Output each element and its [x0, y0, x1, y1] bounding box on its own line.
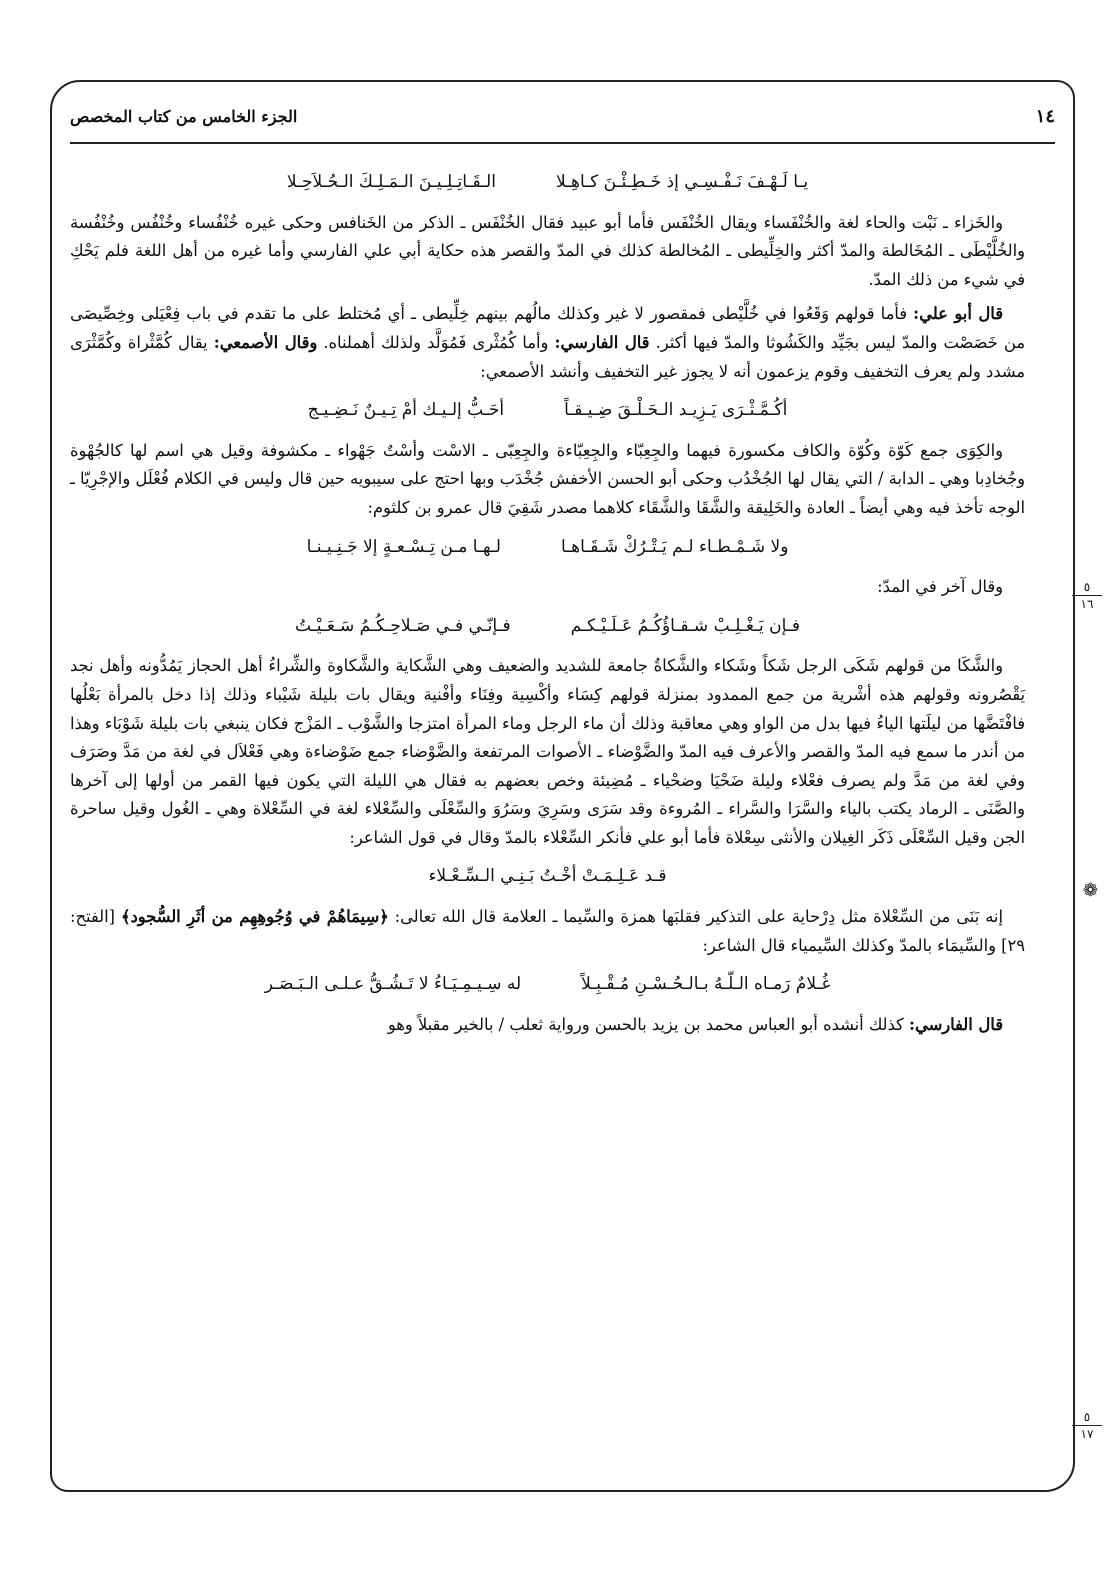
verse [70, 862, 1025, 891]
quote-lead: قال الفارسي: [908, 1014, 1003, 1034]
verse [70, 970, 1025, 999]
paragraph-text: يقال كُمَّثْراة وكُمَّثْرَى مشدد ولم يعرف التخفيف وقوم يزعمون أنه لا يجوز غير التخفيف وأنشد الأصمعي: [70, 332, 1025, 381]
paragraph: والخَزاء ـ نَبْت والحاء لغة والخُنْفَساء ويقال الخُنْفَس فأما أبو عبيد فقال الخُنْفَس ـ الذكر من الخَنافس وحكى غيره خُنْفُساء وخُنْفُس وخُنْفُسة والخُلَّيْطَى ـ المُخَالطة والمدّ أكثر والخِلِّيطى ـ المُخالطة كذلك في المدّ والقصر هذه حكاية أبي علي الفارسي وأما غيره من أهل اللغة فلم يَحْكِ في شيء من ذلك المدّ. [70, 212, 1025, 289]
verse-hemistich-second: أحَـبُّ إلـيـك أمْ تِـيـنٌ نَـضِـيـج [307, 400, 505, 421]
quran-quote: ﴿سِيمَاهُمْ في وُجُوهِهِم من أثَرِ السُّجود﴾ [120, 907, 389, 927]
verse [70, 396, 1025, 425]
margin-ref-bottom: ١٧ [1080, 1427, 1094, 1441]
verse-hemistich-first: غُـلامٌ رَمـاه الـلّـهُ بـالـحُـسْـنِ مُـقْـبِـلاً [581, 974, 831, 995]
verse-single-line: قـد عَـلِـمَـتْ أخْـتُ بَـنِـي الـسِّـعْـلاء [428, 866, 667, 887]
verse-hemistich-second: فـإنّـي فـي صَـلاحِـكُـمُ سَـعَـيْـتُ [295, 615, 511, 636]
page-number: ١٤ [1035, 105, 1055, 127]
verse [70, 612, 1025, 641]
paragraph-text: فأما قولهم وَقَعُوا في خُلَّيْطى فمقصور لا غير وكذلك مالُهم بينهم خِلِّيطى ـ أي مُختلط على ما تقدم في باب فِعْيَلى وخِصِّيصَى من خَصَصْت والمدّ ليس بجَيِّد والكَشُوثا والمدّ فيها أكثر. [70, 304, 1025, 352]
paragraph-text: إنه بَنَى من السِّعْلاة مثل دِرْحاية على التذكير فقلبَها همزة والسِّيما ـ العلامة قال الله تعالى: [388, 907, 1003, 927]
paragraph [70, 1011, 1025, 1040]
paragraph [70, 903, 1025, 960]
paragraph: والكِوَى جمع كَوّة وكُوّة والكاف مكسورة فيهما والجِعِبّاء والجِعِبّاءة والجِعِبّى ـ الاسْت وأسْتٌ جَهْواء ـ مكشوفة وقيل هي اسم لها كالجُهْوة وجُخادِبا وهي ـ الدابة / التي يقال لها الجُخْدُب وحكى أبو الحسن الأخفش جُخْدَب وبها احتج على سيبويه حين قال وليس في الكلام فُعْلَل والإجْرِيّا ـ الوجه تأخذ فيه وهي أيضاً ـ العادة والخَلِيقة والشَّقَا والشَّقَاء كلاهما مصدر شَقِيَ قال عمرو بن كلثوم: [70, 440, 1025, 517]
verse-hemistich-first: أكُـمَّـثْـرَى يَـزِيـد الـحَـلْـقَ ضِـيـقـاً [564, 400, 788, 421]
verse [70, 168, 1025, 197]
quote-lead: قال أبو علي: [913, 304, 1003, 324]
verse-hemistich-second: الـقَـاتِـلِـيـنَ الـمَـلِـكَ الـحُـلاَحِـلا [286, 172, 496, 192]
paragraph-text: وأما كُمُثْرى فَمُوَلَّد ولذلك أهملناه. [317, 332, 555, 352]
paragraph [70, 300, 1025, 386]
verse [70, 533, 1025, 562]
quote-lead: قال الفارسي: [554, 332, 650, 352]
paragraph-text: [الفتح: ٢٩] والسِّيمَاء بالمدّ وكذلك السِّيمياء قال الشاعر: [70, 907, 1025, 955]
margin-page-ref [1072, 1410, 1102, 1441]
paragraph: وقال آخر في المدّ: [877, 577, 1003, 597]
margin-ref-top: ٥ [1072, 1410, 1102, 1426]
quote-lead: وقال الأصمعي: [213, 332, 318, 352]
page-header [70, 96, 1055, 136]
header-rule [70, 142, 1055, 144]
verse-hemistich-first: فـإن يَـغْـلِـبْ شـقـاؤُكُـمُ عَـلَـيْـكـم [570, 615, 800, 636]
margin-ref-top: ٥ [1072, 580, 1102, 596]
verse-hemistich-first: ولا شَـمْـطـاء لـم يَـتْـرُكْ شَـقَـاهـا [560, 536, 789, 557]
verse-hemistich-second: لـهـا مـن تِـسْـعـةٍ إلا جَـنِـيـنـا [306, 536, 501, 557]
running-title: الجزء الخامس من كتاب المخصص [70, 106, 298, 126]
margin-ref-bottom: ١٦ [1080, 597, 1094, 611]
margin-ornament-icon: ❁ [1082, 880, 1098, 901]
paragraph-text: كذلك أنشده أبو العباس محمد بن يزيد بالحسن ورواية ثعلب / بالخير مقبلاً وهو [387, 1014, 909, 1034]
verse-hemistich-first: يـا لَـهْـفَ نَـفْـسِـي إذ خَـطِـئْـنَ كـاهِـلا [555, 172, 809, 192]
paragraph: والشَّكَا من قولهم شَكَى الرجل شَكاً وشَكاء والشَّكاةُ جامعة للشديد والضعيف وهي الشَّكاية والشَّكاوة والشِّراءُ أهل الحجاز يَمُدُّونه وأهل نجد يَقْصُرونه وقولهم هذه أشْرية من جمع الممدود بمنزلة قولهم كِسَاء وأكْسِية وفِنَاء وأفْنية ويقال بات بليلة شَيْباء وذلك إذا دخل بالمرأة بَعْلُها فافْتَضَّها من ليلَتها الياءُ فيها بدل من الواو وهي معاقبة وذلك أن ماء الرجل وماء المرأة امتزجا والشَّوْب ـ المَزْج فكان ينبغي بات بليلة شَوْبَاء وهذا من أندر ما سمع فيه المدّ والقصر والأعرف فيه المدّ والضَّوْضاء ـ الأصوات المرتفعة والضَّوْضاء جمع ضَوْضاءة وهي فَعْلاَل في لغة من مَدَّ وصَرَف وفي لغة من مَدَّ ولم يصرف فعْلاء وليلة ضَحْيَا وضحْياء ـ مُضِيئة وخص بعضهم به فقال هي الليلة التي يكون فيها القمر من أولها إلى آخرها والصَّنَى ـ الرماد يكتب بالياء والسَّرَا والسَّراء ـ المُروءة وقد سَرَى وسَرِيَ وسَرُوَ والسِّعْلَى والسِّعْلاء لغة في السِّعْلاة وهي ـ الغُول وقيل ساحرة الجن وقيل السِّعْلَى ذَكَر الغِيلان والأنثى سِعْلاة فأما أبو علي فأنكر السِّعْلاء بالمدّ وقال في قول الشاعر: [70, 656, 1025, 847]
margin-page-ref [1072, 580, 1102, 611]
body-text [70, 158, 1025, 1045]
verse-hemistich-second: له سِـيـمِـيَـاءُ لا تَـشُـقُّ عـلـى الـبَـصَـر [264, 974, 522, 995]
